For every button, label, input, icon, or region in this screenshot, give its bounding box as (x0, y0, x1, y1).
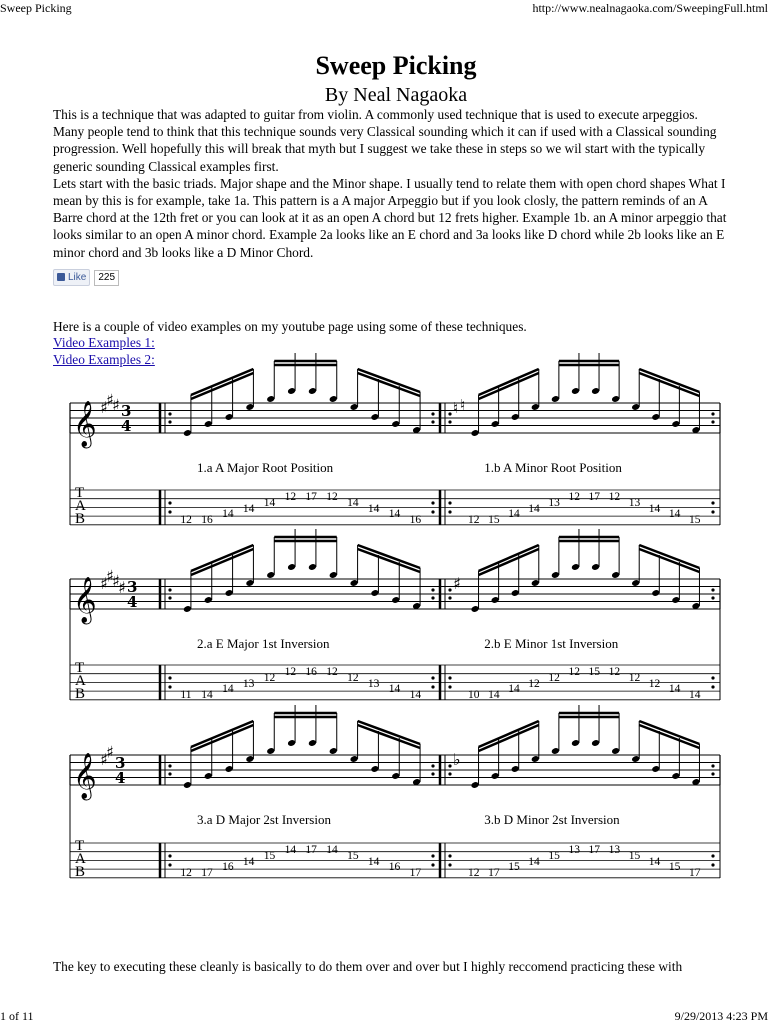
example-caption: 3.b D Minor 2st Inversion (484, 812, 620, 827)
example-caption: 3.a D Major 2st Inversion (197, 812, 331, 827)
like-count: 225 (94, 270, 119, 286)
beam (639, 549, 699, 572)
tab-fret-number: 12 (326, 491, 338, 503)
tab-fret-number: 14 (388, 683, 401, 695)
tab-fret-number: 15 (508, 861, 520, 873)
beam (639, 725, 699, 748)
tab-fret-number: 12 (528, 678, 540, 690)
tab-fret-number: 11 (180, 689, 192, 701)
repeat-dot (448, 863, 451, 866)
time-signature-bottom: 4 (127, 593, 138, 611)
tab-letter: A (75, 851, 86, 867)
tab-fret-number: 15 (588, 666, 601, 678)
beam (479, 725, 539, 751)
example-caption: 2.a E Major 1st Inversion (197, 636, 330, 651)
time-signature-bottom: 4 (115, 769, 126, 787)
tab-fret-number: 15 (688, 514, 701, 526)
repeat-dot (711, 420, 714, 423)
treble-clef: 𝄞 (73, 753, 97, 799)
key-sharp: ♯ (106, 566, 114, 586)
tab-fret-number: 12 (568, 666, 580, 678)
key-sharp: ♯ (106, 390, 114, 410)
example-caption: 1.a A Major Root Position (197, 460, 334, 475)
repeat-dot (711, 588, 714, 591)
tab-fret-number: 14 (263, 497, 276, 509)
tab-fret-number: 16 (409, 514, 422, 526)
tab-fret-number: 14 (668, 683, 681, 695)
time-signature-top: 3 (127, 578, 138, 596)
tab-fret-number: 17 (201, 867, 213, 879)
beam (639, 545, 699, 568)
tab-fret-number: 14 (688, 689, 701, 701)
tab-fret-number: 13 (242, 678, 255, 690)
repeat-dot (168, 412, 171, 415)
repeat-dot (168, 596, 171, 599)
tab-fret-number: 12 (326, 666, 338, 678)
tab-fret-number: 12 (263, 672, 276, 684)
repeat-dot (711, 596, 714, 599)
repeat-dot (448, 420, 451, 423)
key-sharp: ♯ (112, 395, 120, 415)
example-caption: 1.b A Minor Root Position (484, 460, 622, 475)
beam (191, 549, 254, 575)
beam (639, 721, 699, 744)
repeat-dot (168, 772, 171, 775)
tab-fret-number: 16 (388, 861, 401, 873)
repeat-dot (711, 412, 714, 415)
tab-fret-number: 17 (409, 867, 422, 879)
video-link-2[interactable]: Video Examples 2: (53, 352, 155, 367)
tab-fret-number: 17 (588, 491, 601, 503)
example-caption: 2.b E Minor 1st Inversion (484, 636, 619, 651)
beam (191, 373, 254, 399)
key-sharp: ♯ (100, 750, 108, 769)
author-line: By Neal Nagaoka (324, 84, 468, 106)
closing-text: The key to executing these cleanly is basically to do them over and over but I highly reccomend practicing these with (53, 959, 683, 974)
repeat-dot (711, 772, 714, 775)
video-link-1[interactable]: Video Examples 1: (53, 335, 155, 350)
time-signature-bottom: 4 (121, 417, 132, 435)
key-natural: ♮ (460, 396, 466, 414)
tab-fret-number: 14 (648, 503, 661, 515)
paragraph: This is a technique that was adapted to guitar from violin. A commonly used technique that is used to execute arpeggios. Many people tend to think that this technique sounds very Classical sounding which it can if used with a Classical sounding progression. Well hopefully this will break that myth but I suggest we take these in steps so we wil start with the typically generic sounding Classical examples first. (53, 107, 717, 174)
tab-fret-number: 12 (284, 666, 297, 678)
repeat-dot (168, 588, 171, 591)
tab-fret-number: 15 (548, 850, 560, 862)
tab-fret-number: 14 (488, 689, 500, 701)
tab-letter: B (75, 864, 86, 880)
tab-fret-number: 16 (201, 514, 213, 526)
repeat-dot (448, 854, 451, 857)
beam (358, 545, 421, 568)
repeat-dot (431, 596, 434, 599)
beam (358, 369, 421, 392)
tab-fret-number: 14 (326, 844, 338, 856)
tab-fret-number: 14 (508, 508, 520, 520)
beam (639, 373, 699, 396)
tab-fret-number: 10 (468, 689, 480, 701)
tab-fret-number: 13 (628, 497, 641, 509)
repeat-dot (168, 863, 171, 866)
tab-fret-number: 12 (180, 867, 192, 879)
repeat-dot (448, 764, 451, 767)
tab-fret-number: 14 (242, 856, 255, 868)
tab-fret-number: 12 (347, 672, 359, 684)
tab-fret-number: 17 (588, 844, 601, 856)
tab-fret-number: 14 (284, 844, 297, 856)
tab-fret-number: 12 (608, 491, 621, 503)
tab-fret-number: 17 (488, 867, 500, 879)
tab-fret-number: 12 (628, 672, 641, 684)
tab-letter: B (75, 511, 86, 527)
repeat-dot (431, 676, 434, 679)
repeat-dot (448, 772, 451, 775)
key-natural: ♮ (453, 399, 459, 417)
beam (479, 721, 539, 747)
repeat-dot (431, 420, 434, 423)
tab-fret-number: 13 (568, 844, 580, 856)
key-flat: ♭ (453, 750, 461, 769)
tab-fret-number: 15 (628, 850, 641, 862)
treble-clef: 𝄞 (73, 401, 97, 447)
repeat-dot (448, 510, 451, 513)
tab-fret-number: 14 (648, 856, 661, 868)
repeat-dot (431, 685, 434, 688)
tab-fret-number: 14 (528, 503, 540, 515)
paragraph: Lets start with the basic triads. Major shape and the Minor shape. I usually tend to relate them with open chord shapes What I mean by this is for example, take 1a. This pattern is a A major Arpeggio but if you look closly, the pattern reminds of an A Barre chord at the 12th fret or you can look at it as an open A chord but 12 frets higher. Example 1b. an A minor arpeggio that looks similar to an open A minor chord. Example 2a looks like an E chord and 3a looks like D chord while 2b looks like an E minor chord and 3b looks like a D Minor Chord. (53, 175, 727, 260)
print-datetime: 9/29/2013 4:23 PM (674, 1009, 768, 1023)
beam (479, 369, 539, 395)
like-label: Like (68, 272, 87, 283)
beam (639, 369, 699, 392)
repeat-dot (168, 420, 171, 423)
repeat-dot (431, 588, 434, 591)
beam (358, 725, 421, 748)
repeat-dot (711, 676, 714, 679)
tab-letter: T (75, 485, 85, 501)
repeat-dot (431, 412, 434, 415)
beam (358, 549, 421, 572)
repeat-dot (711, 764, 714, 767)
key-sharp: ♯ (100, 574, 108, 593)
tab-fret-number: 14 (347, 497, 359, 509)
tab-fret-number: 14 (409, 689, 422, 701)
beam (358, 373, 421, 396)
beam (191, 725, 254, 751)
tab-fret-number: 12 (284, 491, 297, 503)
repeat-dot (711, 863, 714, 866)
tab-fret-number: 13 (367, 678, 380, 690)
treble-clef: 𝄞 (73, 577, 97, 623)
tab-fret-number: 12 (468, 514, 480, 526)
tab-fret-number: 14 (367, 503, 380, 515)
tab-fret-number: 14 (222, 508, 234, 520)
tab-fret-number: 12 (608, 666, 621, 678)
tab-letter: B (75, 686, 86, 702)
beam (479, 545, 539, 571)
repeat-dot (448, 588, 451, 591)
video-intro-text: Here is a couple of video examples on my youtube page using some of these techniques. (53, 319, 527, 334)
tab-letter: A (75, 498, 86, 514)
repeat-dot (448, 676, 451, 679)
key-sharp: ♯ (106, 742, 114, 762)
repeat-dot (168, 764, 171, 767)
repeat-dot (168, 854, 171, 857)
key-sharp: ♯ (453, 574, 461, 593)
beam (358, 721, 421, 744)
tab-fret-number: 14 (222, 683, 234, 695)
print-header-title: Sweep Picking (0, 1, 72, 15)
tab-fret-number: 12 (568, 491, 580, 503)
repeat-dot (448, 501, 451, 504)
tab-fret-number: 17 (688, 867, 701, 879)
beam (479, 549, 539, 575)
tab-fret-number: 16 (305, 666, 317, 678)
tab-fret-number: 15 (488, 514, 500, 526)
tab-fret-number: 12 (648, 678, 661, 690)
repeat-dot (168, 685, 171, 688)
tab-fret-number: 15 (263, 850, 276, 862)
key-sharp: ♯ (112, 571, 120, 591)
page-number: 1 of 11 (0, 1009, 34, 1023)
repeat-dot (448, 412, 451, 415)
repeat-dot (168, 501, 171, 504)
time-signature-top: 3 (121, 402, 132, 420)
tab-fret-number: 13 (548, 497, 560, 509)
repeat-dot (168, 676, 171, 679)
tab-fret-number: 12 (548, 672, 560, 684)
tab-fret-number: 16 (222, 861, 234, 873)
repeat-dot (431, 510, 434, 513)
repeat-dot (711, 510, 714, 513)
tab-letter: A (75, 673, 86, 689)
key-sharp: ♯ (100, 398, 108, 417)
repeat-dot (448, 685, 451, 688)
repeat-dot (431, 501, 434, 504)
repeat-dot (711, 685, 714, 688)
tab-fret-number: 17 (305, 844, 317, 856)
tab-fret-number: 15 (668, 861, 681, 873)
tab-fret-number: 12 (180, 514, 192, 526)
tab-fret-number: 14 (201, 689, 213, 701)
repeat-dot (711, 501, 714, 504)
tab-fret-number: 14 (668, 508, 681, 520)
beam (191, 721, 254, 747)
repeat-dot (448, 596, 451, 599)
repeat-dot (431, 764, 434, 767)
time-signature-top: 3 (115, 754, 126, 772)
tab-fret-number: 14 (388, 508, 401, 520)
beam (479, 373, 539, 399)
tab-letter: T (75, 660, 85, 676)
tab-fret-number: 14 (367, 856, 380, 868)
tab-letter: T (75, 838, 85, 854)
tab-fret-number: 13 (608, 844, 621, 856)
page-title: Sweep Picking (315, 51, 477, 80)
beam (191, 369, 254, 395)
repeat-dot (168, 510, 171, 513)
tab-fret-number: 14 (528, 856, 540, 868)
repeat-dot (431, 772, 434, 775)
beam (191, 545, 254, 571)
repeat-dot (431, 854, 434, 857)
repeat-dot (711, 854, 714, 857)
tab-fret-number: 15 (347, 850, 359, 862)
tab-fret-number: 14 (508, 683, 520, 695)
tab-fret-number: 14 (242, 503, 255, 515)
print-header-url: http://www.nealnagaoka.com/SweepingFull.html (532, 1, 768, 15)
key-sharp: ♯ (118, 577, 126, 597)
tab-fret-number: 17 (305, 491, 317, 503)
tab-fret-number: 12 (468, 867, 480, 879)
repeat-dot (431, 863, 434, 866)
